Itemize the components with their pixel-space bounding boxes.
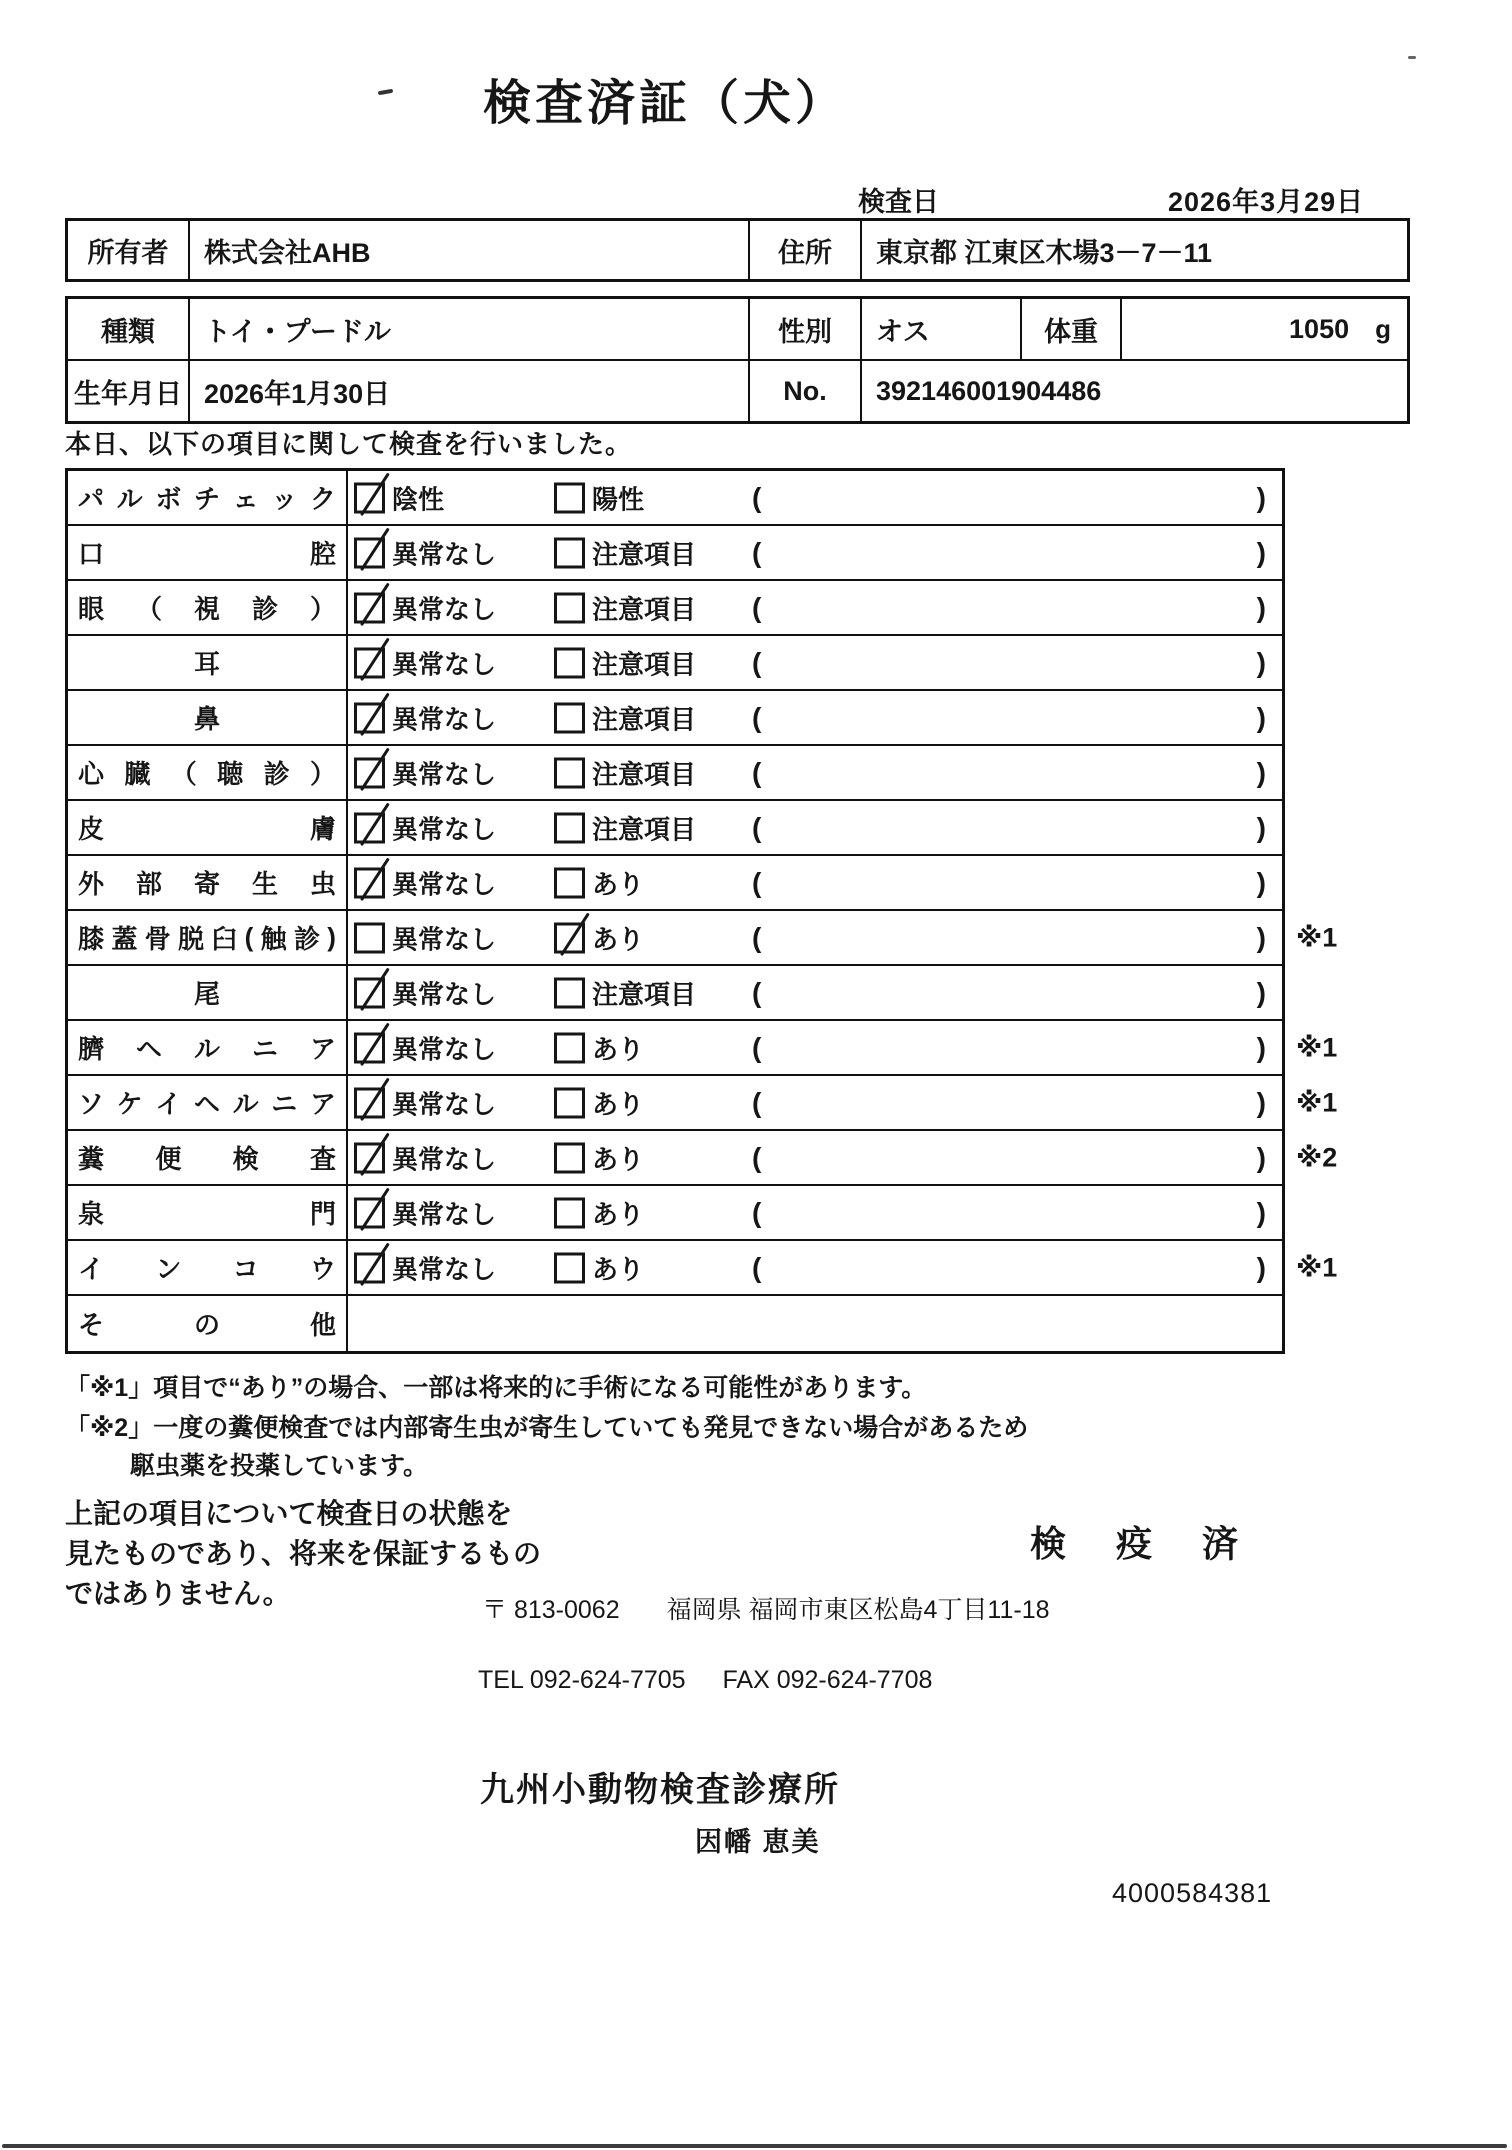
- option-label: 注意項目: [592, 759, 697, 789]
- row-options: [348, 801, 1282, 854]
- option: [554, 1249, 644, 1286]
- row-label: [68, 856, 348, 909]
- row-label-char: ）: [309, 594, 336, 624]
- table-row: [68, 1296, 1282, 1351]
- row-options: [348, 1021, 1282, 1074]
- row-label-char: 口: [78, 539, 105, 569]
- note-badge: ※1: [1296, 1252, 1338, 1282]
- unchecked-checkbox-icon: [554, 1142, 585, 1173]
- footnote-1: 「※1」項目で“あり”の場合、一部は将来的に手術になる可能性があります。: [65, 1374, 927, 1402]
- row-label-char: 門: [309, 1199, 336, 1229]
- row-label-char: ソ: [78, 1089, 105, 1119]
- row-label-char: (: [244, 922, 254, 952]
- unchecked-checkbox-icon: [354, 922, 385, 953]
- row-options: [348, 1296, 1282, 1351]
- checked-checkbox-icon: [354, 812, 385, 843]
- row-label-char: ニ: [271, 1089, 298, 1119]
- row-label-char: 臼: [211, 924, 238, 954]
- option: [554, 1084, 644, 1121]
- row-options: [348, 966, 1282, 1019]
- table-row: [68, 691, 1282, 746]
- row-label-char: 泉: [78, 1199, 105, 1229]
- row-label-char: 便: [155, 1144, 182, 1174]
- row-label-char: 部: [135, 869, 162, 899]
- intro-text: 本日、以下の項目に関して検査を行いました。: [65, 429, 633, 459]
- row-label-char: ル: [116, 484, 143, 514]
- table-row: [68, 471, 1282, 526]
- row-options: [348, 746, 1282, 799]
- option-label: 注意項目: [592, 704, 697, 734]
- row-label: [68, 911, 348, 964]
- row-label-char: 外: [78, 869, 105, 899]
- row-options: [348, 1076, 1282, 1129]
- option-label: 注意項目: [592, 814, 697, 844]
- row-label-char: 生: [251, 869, 278, 899]
- row-label-char: 眼: [78, 594, 105, 624]
- paren-close: ): [1256, 1251, 1266, 1283]
- animal-info-table: [65, 296, 1410, 424]
- row-label-char: 膝: [78, 924, 105, 954]
- option-label: あり: [592, 1089, 645, 1119]
- row-label-char: ): [327, 922, 336, 952]
- option-label: 異常なし: [392, 979, 497, 1009]
- option: [554, 479, 644, 516]
- unchecked-checkbox-icon: [554, 1197, 585, 1228]
- option: [554, 1029, 644, 1066]
- address-value: 東京都 江東区木場3－7－11: [860, 221, 1407, 279]
- paren-open: (: [752, 481, 762, 513]
- checked-checkbox-icon: [354, 702, 385, 733]
- paren-close: ): [1256, 536, 1266, 568]
- option-label: 注意項目: [592, 594, 697, 624]
- paren-open: (: [752, 1196, 762, 1228]
- disclaimer-line-2: 見たものであり、将来を保証するもの: [65, 1538, 542, 1569]
- clinic-fax: FAX 092-624-7708: [722, 1666, 933, 1694]
- row-label: [68, 746, 348, 799]
- row-label-char: 査: [309, 1144, 336, 1174]
- checked-checkbox-icon: [354, 867, 385, 898]
- row-label-char: 糞: [78, 1144, 105, 1174]
- option-label: 異常なし: [392, 1034, 497, 1064]
- table-row: [68, 299, 1407, 361]
- row-options: [348, 636, 1282, 689]
- footnote-2: 「※2」一度の糞便検査では内部寄生虫が寄生していても発見できない場合があるため: [65, 1414, 1029, 1442]
- unchecked-checkbox-icon: [554, 977, 585, 1008]
- table-row: [68, 581, 1282, 636]
- paren-open: (: [752, 1086, 762, 1118]
- row-label-char: ）: [309, 759, 336, 789]
- paren-open: (: [752, 866, 762, 898]
- option-label: 異常なし: [392, 1199, 497, 1229]
- quarantine-stamp: 検 疫 済: [1030, 1523, 1259, 1564]
- row-label-char: 臓: [124, 759, 151, 789]
- inspection-table: [65, 468, 1338, 1354]
- row-options: [348, 856, 1282, 909]
- option: [354, 534, 496, 571]
- checked-checkbox-icon: [354, 977, 385, 1008]
- option: [354, 1249, 496, 1286]
- note-badge: ※1: [1296, 1032, 1338, 1062]
- clinic-address-line: [482, 1590, 1050, 1626]
- disclaimer-line-3: ではありません。: [65, 1578, 291, 1609]
- table-row: [68, 801, 1282, 856]
- document-number: 4000584381: [1112, 1878, 1273, 1908]
- weight-label: 体重: [1020, 299, 1120, 359]
- row-label-char: ボ: [155, 484, 182, 514]
- table-row: [68, 746, 1282, 801]
- row-label-char: 臍: [78, 1034, 105, 1064]
- option-label: あり: [592, 1034, 645, 1064]
- option: [554, 809, 696, 846]
- inspection-date-label: 検査日: [858, 187, 939, 217]
- unchecked-checkbox-icon: [554, 592, 585, 623]
- row-label-char: 診: [293, 924, 320, 954]
- checked-checkbox-icon: [354, 1252, 385, 1283]
- checked-checkbox-icon: [554, 922, 585, 953]
- row-label-char: の: [193, 1310, 220, 1340]
- row-label: [68, 1076, 348, 1129]
- row-label-char: イ: [78, 1254, 105, 1284]
- unchecked-checkbox-icon: [554, 1032, 585, 1063]
- option-label: 異常なし: [392, 1254, 497, 1284]
- row-options: [348, 911, 1282, 964]
- checked-checkbox-icon: [354, 647, 385, 678]
- paren-close: ): [1256, 811, 1266, 843]
- breed-value: トイ・プードル: [188, 299, 748, 359]
- clinic-contact-line: [478, 1666, 932, 1695]
- row-label-char: （: [135, 594, 162, 624]
- option: [354, 1084, 496, 1121]
- owner-value: 株式会社AHB: [188, 221, 748, 279]
- row-label-char: 聴: [217, 759, 244, 789]
- option: [354, 644, 496, 681]
- option: [354, 919, 496, 956]
- row-label: [68, 801, 348, 854]
- row-label: [68, 1131, 348, 1184]
- table-row: [68, 1186, 1282, 1241]
- clinic-name: 九州小動物検査診療所: [480, 1771, 840, 1809]
- option-label: 異常なし: [392, 1089, 497, 1119]
- unchecked-checkbox-icon: [554, 537, 585, 568]
- row-label-char: ッ: [271, 484, 298, 514]
- row-label-char: チ: [193, 484, 220, 514]
- row-label: 鼻: [68, 691, 348, 744]
- option: [554, 699, 696, 736]
- row-options: [348, 471, 1282, 524]
- checked-checkbox-icon: [354, 757, 385, 788]
- option: [354, 1139, 496, 1176]
- row-label: [68, 1021, 348, 1074]
- unchecked-checkbox-icon: [554, 1087, 585, 1118]
- option: [554, 974, 696, 1011]
- clinic-address: 福岡県 福岡市東区松島4丁目11-18: [666, 1596, 1050, 1624]
- option-label: 陽性: [592, 484, 645, 514]
- option: [354, 1029, 496, 1066]
- paren-close: ): [1256, 1141, 1266, 1173]
- checked-checkbox-icon: [354, 1142, 385, 1173]
- option-label: 異常なし: [392, 649, 497, 679]
- owner-label: 所有者: [87, 237, 169, 268]
- row-options: [348, 1186, 1282, 1239]
- row-options: [348, 1131, 1282, 1184]
- row-label: [68, 471, 348, 524]
- row-label-char: ク: [309, 484, 336, 514]
- birthdate-value: 2026年1月30日: [188, 361, 748, 421]
- table-row: [68, 1241, 1338, 1296]
- breed-label: 種類: [101, 316, 155, 347]
- row-label-char: コ: [232, 1254, 259, 1284]
- paren-open: (: [752, 701, 762, 733]
- paren-open: (: [752, 1251, 762, 1283]
- table-row: [68, 1076, 1338, 1131]
- row-label-char: ウ: [309, 1254, 336, 1284]
- clinic-postal-code: 〒 813-0062: [482, 1596, 620, 1624]
- option-label: 注意項目: [592, 649, 697, 679]
- row-options: [348, 581, 1282, 634]
- note-badge: ※2: [1296, 1142, 1338, 1172]
- row-label-char: ケ: [116, 1089, 143, 1119]
- row-label: [68, 1241, 348, 1294]
- paren-close: ): [1256, 646, 1266, 678]
- checked-checkbox-icon: [354, 1032, 385, 1063]
- paren-open: (: [752, 591, 762, 623]
- option-label: 陰性: [392, 484, 445, 514]
- table-row: [68, 526, 1282, 581]
- option: [354, 479, 444, 516]
- page-title: 検査済証（犬）: [482, 77, 847, 130]
- row-options: [348, 691, 1282, 744]
- option: [354, 809, 496, 846]
- row-label-char: 虫: [309, 869, 336, 899]
- option: [554, 534, 696, 571]
- paren-close: ): [1256, 591, 1266, 623]
- option-label: あり: [592, 1144, 645, 1174]
- paren-close: ): [1256, 756, 1266, 788]
- clinic-tel: TEL 092-624-7705: [478, 1666, 686, 1694]
- row-label-char: 蓋: [111, 924, 138, 954]
- paren-open: (: [752, 1031, 762, 1063]
- address-label: 住所: [748, 221, 860, 279]
- option-label: 異常なし: [392, 924, 497, 954]
- row-label-char: 膚: [309, 814, 336, 844]
- row-label-char: ヘ: [135, 1034, 162, 1064]
- row-label-char: 心: [78, 759, 105, 789]
- row-label: [68, 581, 348, 634]
- table-row: [68, 1131, 1338, 1186]
- row-label-char: ェ: [232, 484, 259, 514]
- disclaimer-line-1: 上記の項目について検査日の状態を: [65, 1498, 513, 1529]
- paren-close: ): [1256, 921, 1266, 953]
- row-label-char: ル: [232, 1089, 259, 1119]
- option-label: あり: [592, 1254, 645, 1284]
- option: [554, 1139, 644, 1176]
- row-label-char: イ: [155, 1089, 182, 1119]
- unchecked-checkbox-icon: [554, 702, 585, 733]
- row-label-char: 視: [193, 594, 220, 624]
- option: [554, 644, 696, 681]
- option: [554, 919, 644, 956]
- weight-value-cell: [1120, 299, 1407, 359]
- paren-open: (: [752, 646, 762, 678]
- option-label: 注意項目: [592, 539, 697, 569]
- unchecked-checkbox-icon: [554, 647, 585, 678]
- unchecked-checkbox-icon: [554, 867, 585, 898]
- paren-open: (: [752, 976, 762, 1008]
- option: [354, 1194, 496, 1231]
- no-label: No.: [748, 361, 860, 421]
- option-label: 異常なし: [392, 814, 497, 844]
- row-label-char: そ: [78, 1310, 105, 1340]
- owner-info-table: [65, 218, 1410, 282]
- row-label-char: 脱: [177, 924, 204, 954]
- option: [354, 699, 496, 736]
- paren-close: ): [1256, 976, 1266, 1008]
- unchecked-checkbox-icon: [554, 1252, 585, 1283]
- row-label: [68, 1296, 348, 1351]
- row-label: 尾: [68, 966, 348, 1019]
- row-label-char: 骨: [144, 924, 171, 954]
- row-label-char: 検: [232, 1144, 259, 1174]
- option: [554, 864, 644, 901]
- veterinarian-name: 因幡 恵美: [695, 1827, 821, 1857]
- table-row: [68, 361, 1407, 421]
- unchecked-checkbox-icon: [554, 482, 585, 513]
- row-label-char: ア: [309, 1034, 336, 1064]
- checked-checkbox-icon: [354, 537, 385, 568]
- row-label-char: 皮: [78, 814, 105, 844]
- paren-open: (: [752, 921, 762, 953]
- option-label: 異常なし: [392, 869, 497, 899]
- row-label-char: （: [170, 759, 197, 789]
- option: [554, 589, 696, 626]
- option-label: 異常なし: [392, 594, 497, 624]
- row-label-char: ア: [309, 1089, 336, 1119]
- table-row: [68, 856, 1282, 911]
- table-row: [68, 966, 1282, 1021]
- paren-open: (: [752, 811, 762, 843]
- paren-close: ): [1256, 1086, 1266, 1118]
- option-label: あり: [592, 869, 645, 899]
- row-label-char: ヘ: [193, 1089, 220, 1119]
- note-badge: ※1: [1296, 1087, 1338, 1117]
- option: [354, 589, 496, 626]
- scan-artifact: [1408, 56, 1416, 59]
- weight-unit: g: [1375, 313, 1391, 344]
- paren-close: ): [1256, 866, 1266, 898]
- weight-value: 1050: [1289, 313, 1350, 344]
- option-label: 異常なし: [392, 1144, 497, 1174]
- row-label: 耳: [68, 636, 348, 689]
- option: [554, 754, 696, 791]
- paren-open: (: [752, 756, 762, 788]
- option-label: 異常なし: [392, 759, 497, 789]
- row-options: [348, 1241, 1282, 1294]
- inspection-date-value: 2026年3月29日: [1168, 187, 1365, 217]
- option: [354, 754, 496, 791]
- row-label-char: 腔: [309, 539, 336, 569]
- birthdate-label: 生年月日: [74, 378, 182, 409]
- row-label-char: ニ: [251, 1034, 278, 1064]
- row-label-char: 寄: [193, 869, 220, 899]
- footnote-2-continued: 駆虫薬を投薬しています。: [130, 1452, 429, 1480]
- paren-close: ): [1256, 1031, 1266, 1063]
- checked-checkbox-icon: [354, 1197, 385, 1228]
- scan-artifact: [2, 2144, 1507, 2148]
- row-options: [348, 526, 1282, 579]
- row-label: [68, 526, 348, 579]
- checked-checkbox-icon: [354, 592, 385, 623]
- option-label: 異常なし: [392, 539, 497, 569]
- table-row: [68, 636, 1282, 691]
- no-value: 392146001904486: [860, 361, 1407, 421]
- option: [354, 974, 496, 1011]
- paren-close: ): [1256, 701, 1266, 733]
- option-label: 異常なし: [392, 704, 497, 734]
- paren-open: (: [752, 1141, 762, 1173]
- checked-checkbox-icon: [354, 482, 385, 513]
- row-label-char: パ: [78, 484, 105, 514]
- option: [554, 1194, 644, 1231]
- sex-value: オス: [860, 299, 1020, 359]
- unchecked-checkbox-icon: [554, 812, 585, 843]
- option-label: あり: [592, 924, 645, 954]
- checked-checkbox-icon: [354, 1087, 385, 1118]
- option: [354, 864, 496, 901]
- row-label-char: 診: [263, 759, 290, 789]
- note-badge: ※1: [1296, 922, 1338, 952]
- paren-close: ): [1256, 481, 1266, 513]
- paren-close: ): [1256, 1196, 1266, 1228]
- paren-open: (: [752, 536, 762, 568]
- row-label: [68, 1186, 348, 1239]
- row-label-char: 触: [260, 924, 287, 954]
- row-label-char: 他: [309, 1310, 336, 1340]
- unchecked-checkbox-icon: [554, 757, 585, 788]
- table-row: [68, 1021, 1338, 1076]
- option-label: 注意項目: [592, 979, 697, 1009]
- row-label-char: ン: [155, 1254, 182, 1284]
- table-row: [68, 911, 1338, 966]
- row-label-char: ル: [193, 1034, 220, 1064]
- sex-label: 性別: [748, 299, 860, 359]
- option-label: あり: [592, 1199, 645, 1229]
- row-label-char: 診: [251, 594, 278, 624]
